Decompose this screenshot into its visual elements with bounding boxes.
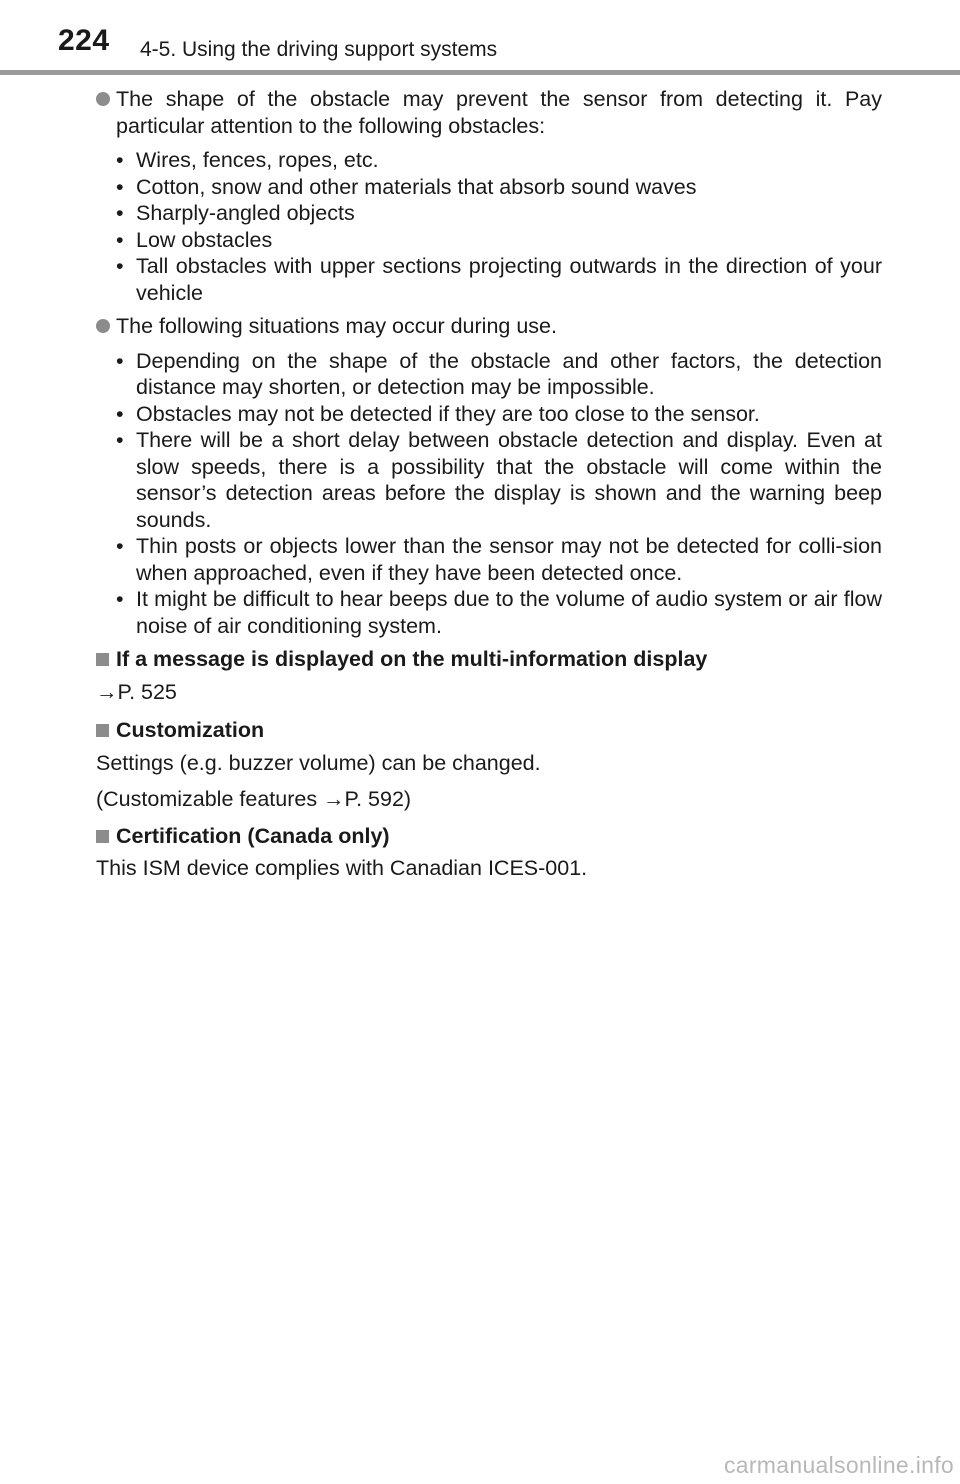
bullet-shape-obstacle xyxy=(96,86,882,139)
square-bullet-icon xyxy=(96,653,109,666)
page-header xyxy=(0,0,960,80)
bullet-dot-icon: • xyxy=(116,201,124,225)
list-item: • Cotton, snow and other materials that absorb sound waves xyxy=(116,174,697,199)
heading-certification: Certification (Canada only) xyxy=(96,823,882,850)
bullet-dot-icon: • xyxy=(116,428,124,452)
bullet-circle-icon xyxy=(96,319,110,333)
square-bullet-icon xyxy=(96,724,109,737)
list-item: • Low obstacles xyxy=(116,227,273,252)
page-number: 224 xyxy=(58,24,110,57)
bullet-dot-icon: • xyxy=(116,348,124,373)
bullet-dot-icon: • xyxy=(116,587,124,611)
list-item: • Tall obstacles with upper sections projecting outwards in the direction of your vehicle xyxy=(116,254,882,305)
customization-reference: (Customizable features →P. 592) xyxy=(96,787,412,811)
bullet-dot-icon: • xyxy=(116,174,124,199)
list-item: • Wires, fences, ropes, etc. xyxy=(116,148,379,172)
header-rule xyxy=(0,70,960,75)
list-item: • Depending on the shape of the obstacle and other factors, the detection distance may shorten, or detection may be impossible. xyxy=(116,348,882,399)
sub-list-obstacles xyxy=(96,147,882,306)
bullet-dot-icon: • xyxy=(116,148,124,172)
heading-customization: Customization xyxy=(96,717,882,744)
list-item: • Sharply-angled objects xyxy=(116,201,355,225)
page-body xyxy=(96,86,882,882)
section-title: 4-5. Using the driving support systems xyxy=(140,38,498,61)
bullet-circle-icon xyxy=(96,92,110,106)
certification-text: This ISM device complies with Canadian ICES-001. xyxy=(96,856,588,880)
page-reference: →P. 525 xyxy=(96,679,177,704)
sub-list-situations xyxy=(96,348,882,640)
list-item: • Thin posts or objects lower than the sensor may not be detected for colli-sion when approached, even if they have been detected once. xyxy=(116,534,882,585)
bullet-dot-icon: • xyxy=(116,227,124,252)
heading-message-display: If a message is displayed on the multi-information display xyxy=(96,646,882,673)
list-item: • Obstacles may not be detected if they are too close to the sensor. xyxy=(116,401,760,426)
list-item: • There will be a short delay between obstacle detection and display. Even at slow speeds, there is a possibility that the obstacle will come within the sensor’s detection areas before the display is shown and the warning beep sounds. xyxy=(116,428,882,532)
customization-text: Settings (e.g. buzzer volume) can be changed. xyxy=(96,750,541,775)
bullet-dot-icon: • xyxy=(116,254,124,278)
bullet-dot-icon: • xyxy=(116,401,124,426)
bullet-text: The following situations may occur during use. xyxy=(116,314,557,338)
watermark: carmanualsonline.info xyxy=(723,1452,954,1478)
bullet-situations xyxy=(96,313,882,340)
bullet-text: The shape of the obstacle may prevent the sensor from detecting it. Pay particular attention to the following obstacles: xyxy=(116,87,882,138)
square-bullet-icon xyxy=(96,830,109,843)
list-item: • It might be difficult to hear beeps due to the volume of audio system or air flow noise of air conditioning system. xyxy=(116,587,882,638)
bullet-dot-icon: • xyxy=(116,534,124,558)
